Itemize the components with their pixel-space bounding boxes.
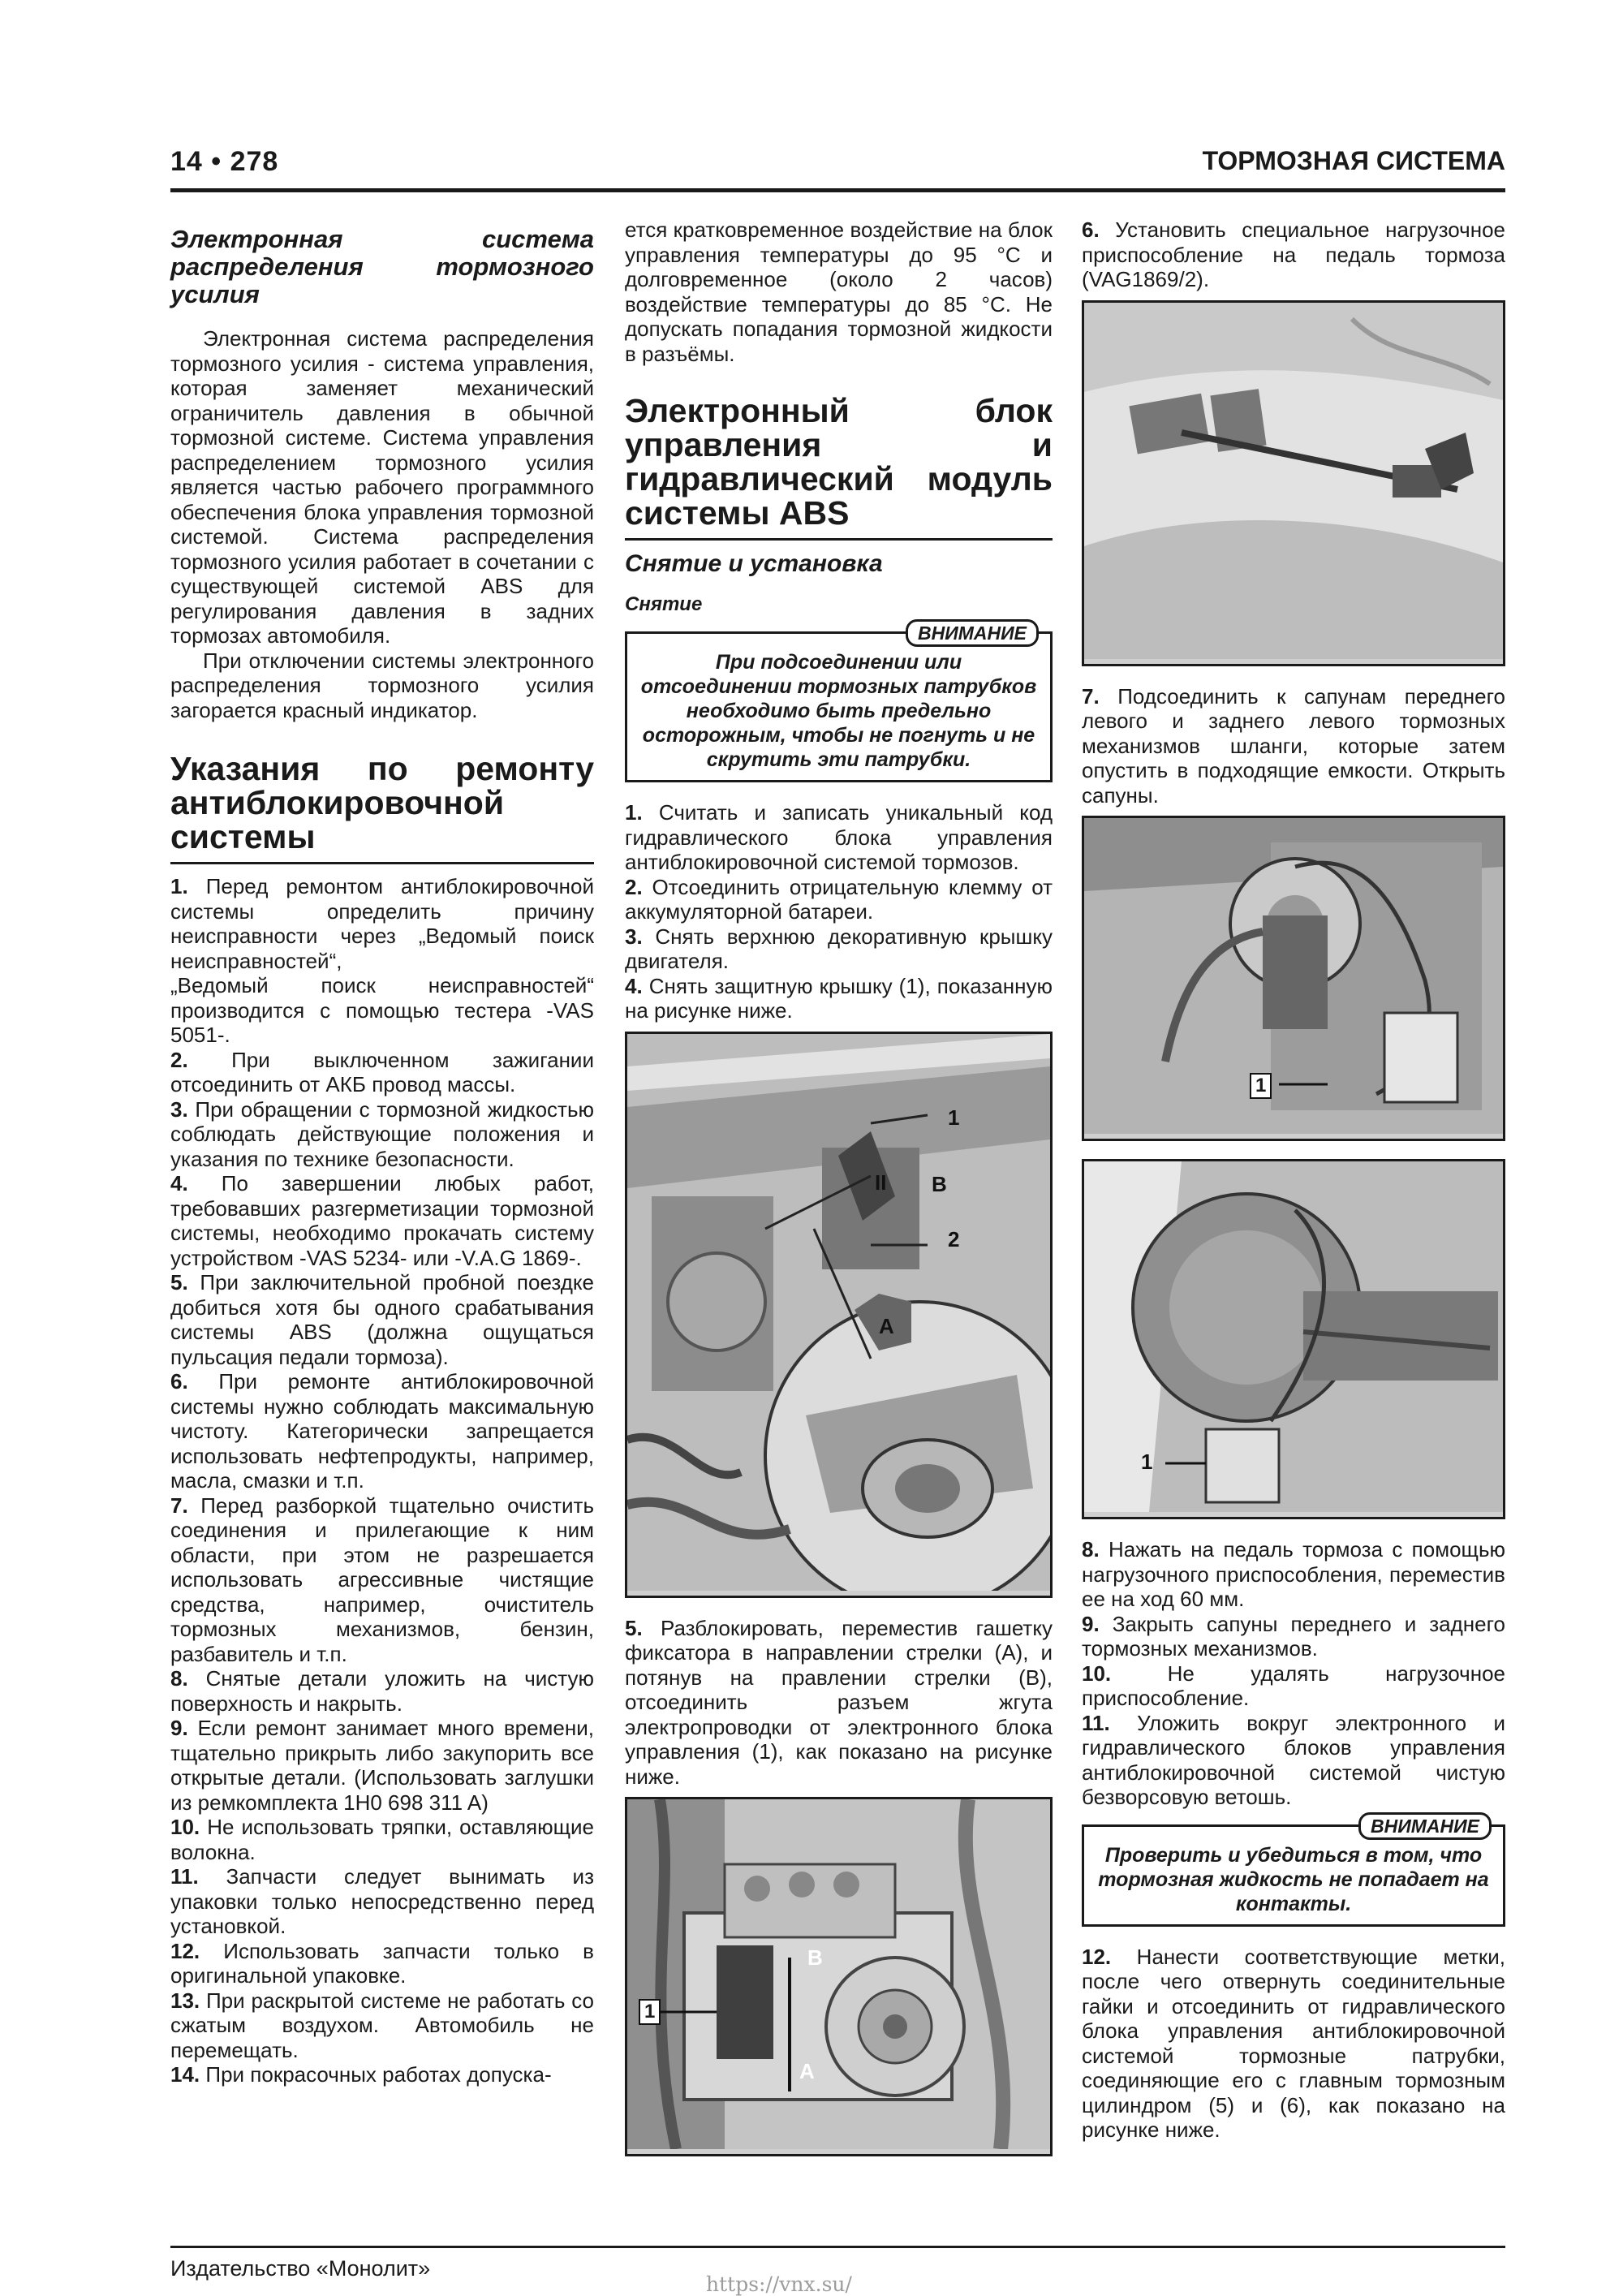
procedure-list — [1082, 1537, 1505, 1810]
list-item-6: 6. Установить специальное нагрузочное приспособление на педаль тормоза (VAG1869/2). — [1082, 218, 1505, 291]
abs-unit-illustration — [627, 1799, 1050, 2149]
heading-abs-module: Электронный блок управления и гидравлический модуль системы ABS — [625, 392, 1053, 532]
figure-front-caliper — [1082, 816, 1505, 1141]
callout-b: B — [932, 1171, 947, 1196]
heading-rule — [170, 862, 594, 864]
list-item: 1. Считать и записать уникальный код гидравлического блока управления антиблокировочной системой тормозов. — [625, 800, 1053, 874]
list-item: 2. Отсоединить отрицательную клемму от аккумуляторной батареи. — [625, 874, 1053, 924]
list-item-12: 12. Нанести соответствующие метки, после чего отвернуть соединительные гайки и отсоединить от гидравлического блока управления антиблокировочной системой тормозные патрубки, соединяющие его с главным тормозным цилиндром (5) и (6), как показано на рисунке ниже. — [1082, 1944, 1505, 2142]
list-item-7: 7. Подсоединить к сапунам переднего левого и заднего левого тормозных механизмов шланги, которые затем опустить в подходящие емкости. Открыть сапуны. — [1082, 683, 1505, 808]
warning-box — [625, 622, 1053, 782]
warning-text: При подсоединении или отсоединении тормозных патрубков необходимо быть предельно осторожным, чтобы не погнуть и не скрутить эти патрубки. — [640, 651, 1037, 771]
front-caliper-illustration — [1084, 818, 1503, 1134]
callout-a: A — [879, 1313, 894, 1338]
removal-list — [625, 800, 1053, 1023]
heading-rule — [625, 538, 1053, 541]
warning-label: ВНИМАНИЕ — [906, 619, 1039, 647]
list-item: „Ведомый поиск неисправностей“ производится с помощью тестера -VAS 5051-. — [170, 973, 594, 1047]
figure-abs-unit — [625, 1797, 1053, 2156]
callout-a: A — [799, 2059, 815, 2083]
list-item: 1. Перед ремонтом антиблокировочной системы определить причину неисправности через „Ведомый поиск неисправностей“, — [170, 874, 594, 973]
list-item: 9. Если ремонт занимает много времени, тщательно прикрыть либо закупорить все открытые детали. (Использовать заглушки из ремкомплекта 1H0 698 311 A) — [170, 1716, 594, 1815]
page-number: 14 • 278 — [170, 146, 279, 177]
callout-1: 1 — [1250, 1073, 1272, 1099]
warning-text: Проверить и убедиться в том, что тормозная жидкость не попадает на контакты. — [1098, 1843, 1489, 1915]
engine-bay-illustration — [627, 1034, 1050, 1591]
list-item: 4. Снять защитную крышку (1), показанную на рисунке ниже. — [625, 973, 1053, 1023]
list-item: 8. Нажать на педаль тормоза с помощью нагрузочного приспособления, переместив ее на ход 60 мм. — [1082, 1537, 1505, 1611]
heading-abs-repair: Указания по ремонту антиблокировочной системы — [170, 750, 594, 855]
list-item: 5. При заключительной пробной поездке добиться хотя бы одного срабатывания системы ABS (должна ощущаться пульсация педали тормоза). — [170, 1270, 594, 1369]
list-item: 10. Не удалять нагрузочное приспособление. — [1082, 1661, 1505, 1710]
watermark-url: https://vnx.su/ — [706, 2272, 852, 2296]
list-item: 11. Запчасти следует вынимать из упаковки только непосредственно перед установкой. — [170, 1864, 594, 1938]
callout-b: B — [807, 1945, 823, 1970]
list-item: 9. Закрыть сапуны переднего и заднего тормозных механизмов. — [1082, 1611, 1505, 1661]
list-item: 3. Снять верхнюю декоративную крышку двигателя. — [625, 924, 1053, 973]
paragraph: ется кратковременное воздействие на блок управления температуры до 95 °С и долговременное (около 2 часов) воздействие температуры до 85 °С. Не допускать попадания тормозной жидкости в разъёмы. — [625, 218, 1053, 366]
column-2 — [625, 218, 1053, 2174]
figure-pedal-tool — [1082, 300, 1505, 666]
list-item: 2. При выключенном зажигании отсоединить от АКБ провод массы. — [170, 1047, 594, 1096]
section-title: ТОРМОЗНАЯ СИСТЕМА — [1202, 146, 1505, 175]
paragraph: Электронная система распределения тормозного усилия - система управления, которая заменяет механический ограничитель давления в обычной тормозной системе. Система управления распределением тормозного усилия является частью рабочего программного обеспечения блока управления тормозной системой. Система распределения тормозного усилия работает в сочетании с существующей системой ABS для регулирования давления в задних тормозах автомобиля. — [170, 326, 594, 648]
heading-removal-install: Снятие и установка — [625, 550, 883, 577]
column-3 — [1082, 218, 1505, 2143]
column-1 — [170, 218, 594, 2087]
repair-list — [170, 874, 594, 2087]
list-item: 4. По завершении любых работ, требовавших разгерметизации тормозной системы, необходимо прокачать систему устройством -VAS 5234- или -V.A.G 1869-. — [170, 1171, 594, 1270]
header-rule — [170, 188, 1505, 192]
list-item: 12. Использовать запчасти только в оригинальной упаковке. — [170, 1938, 594, 1988]
warning-box — [1082, 1815, 1505, 1927]
heading-removal: Снятие — [625, 593, 703, 615]
callout-1: 1 — [639, 1999, 661, 2025]
callout-1: 1 — [1141, 1450, 1153, 1474]
callout-2: 2 — [948, 1226, 960, 1251]
warning-label: ВНИМАНИЕ — [1358, 1812, 1492, 1840]
list-item: 10. Не использовать тряпки, оставляющие волокна. — [170, 1815, 594, 1864]
callout-1: 1 — [948, 1105, 960, 1130]
list-item: 8. Снятые детали уложить на чистую поверхность и накрыть. — [170, 1666, 594, 1716]
figure-engine-bay — [625, 1032, 1053, 1598]
list-item: 6. При ремонте антиблокировочной системы нужно соблюдать максимальную чистоту. Категорически запрещается использовать нефтепродукты, например, масла, смазки и т.п. — [170, 1369, 594, 1493]
list-item: 14. При покрасочных работах допуска- — [170, 2062, 552, 2087]
list-item-5: 5. Разблокировать, переместив гашетку фиксатора в направлении стрелки (A), и потянув на правлении стрелки (B), отсоединить разъем жгута электропроводки от электронного блока управления (1), как показано на рисунке ниже. — [625, 1615, 1053, 1789]
figure-rear-caliper — [1082, 1159, 1505, 1519]
publisher: Издательство «Монолит» — [170, 2256, 431, 2281]
heading-ebd: Электронная система распределения тормозного усилия — [170, 225, 594, 308]
pedal-tool-illustration — [1084, 303, 1503, 659]
footer-rule — [170, 2246, 1505, 2248]
callout-ii: II — [875, 1170, 887, 1195]
paragraph: При отключении системы электронного распределения тормозного усилия загорается красный индикатор. — [170, 648, 594, 722]
list-item: 11. Уложить вокруг электронного и гидравлического блоков управления антиблокировочной системой чистую безворсовую ветошь. — [1082, 1710, 1505, 1809]
list-item: 7. Перед разборкой тщательно очистить соединения и прилегающие к ним области, при этом не разрешается использовать агрессивные чистящие средства, например, очиститель тормозных механизмов, бензин, разбавитель и т.п. — [170, 1493, 594, 1666]
list-item: 13. При раскрытой системе не работать со сжатым воздухом. Автомобиль не перемещать. — [170, 1988, 594, 2062]
list-item: 3. При обращении с тормозной жидкостью соблюдать действующие положения и указания по технике безопасности. — [170, 1096, 594, 1171]
